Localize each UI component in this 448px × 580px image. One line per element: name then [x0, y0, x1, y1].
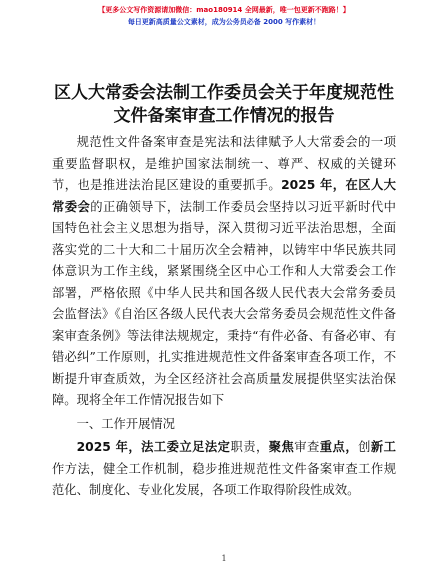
section-1-text-4: 作方法，健全工作机制，稳步推进规范性文件备案审查工作规范化、制度化、专业化发展，各项工作取得阶段性成效。	[52, 461, 396, 497]
page-number: 1	[221, 554, 227, 563]
intro-text-2: 的正确领导下，法制工作委员会坚持以习近平新时代中国特色社会主义思想为指导，深入贯彻习近平法治思想，全面落实党的二十大和二十届历次全会精神，以铸牢中华民族共同体意识为工作主线，紧紧围绕全区中心工作和人大常委会工作部署，严格依照《中华人民共和国各级人民代表大会常务委员会监督法》《自治区各级人民代表大会常务委员会规范性文件备案审查条例》等法律法规规定，秉持“有件必备、有备必审、有错必纠”工作原则，扎实推进规范性文件备案审查各项工作，不断提升审查质效，为全区经济社会高质量发展提供坚实法治保障。现将全年工作情况报告如下	[52, 199, 396, 407]
section-1-paragraph	[52, 437, 396, 502]
section-1-bold-4: 新工	[370, 440, 396, 454]
section-1-text-2: 审查	[294, 440, 320, 454]
intro-year: 2025 年，	[281, 178, 346, 192]
document-title	[40, 82, 408, 128]
document-title-line-1: 区人大常委会法制工作委员会关于年度规范性	[54, 83, 394, 103]
promo-banner-line-1: 【更多公文写作资源请加微信：mao180914 全网最新，唯一包更新不跑路！】	[98, 6, 350, 14]
section-1-text-1: 职责，	[230, 440, 269, 454]
intro-bold-phrase: 在区人大常委会	[52, 178, 396, 214]
intro-paragraph	[52, 132, 396, 412]
document-title-line-2: 文件备案审查工作情况的报告	[113, 106, 335, 126]
section-1-year: 2025 年，	[76, 440, 142, 454]
document-body	[52, 132, 396, 504]
section-1-bold-2: 聚焦	[268, 440, 295, 454]
section-heading-1: 一、工作开展情况	[76, 416, 175, 431]
section-1-bold-1: 法工委立足法定	[141, 440, 231, 454]
promo-banner	[0, 4, 448, 28]
promo-banner-line-2: 每日更新高质量公文素材，成为公务员必备 2000 写作素材！	[127, 18, 321, 26]
section-1-bold-3: 重点，	[319, 440, 359, 454]
section-1-text-3: 创	[358, 440, 371, 454]
intro-text-1: 规范性文件备案审查是宪法和法律赋予人大常委会的一项重要监督职权，是维护国家法制统一、尊严、权威的关键环节，也是推进法治昆区建设的重要抓手。	[52, 135, 396, 192]
